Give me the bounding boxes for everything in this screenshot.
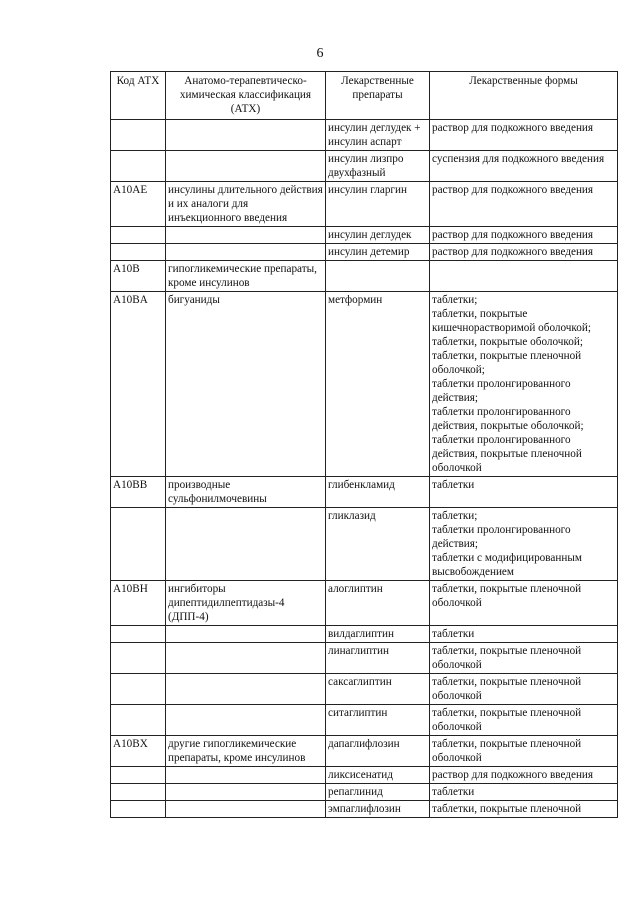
cell-drug: эмпаглифлозин <box>326 801 430 818</box>
cell-classification <box>166 508 326 581</box>
table-row <box>111 736 618 767</box>
dosage-form-line: таблетки <box>432 479 475 491</box>
cell-code: A10BX <box>111 736 166 767</box>
cell-code <box>111 626 166 643</box>
cell-forms <box>430 767 618 784</box>
cell-drug: ситаглиптин <box>326 705 430 736</box>
dosage-form-line: таблетки, покрытые пленочной <box>432 803 582 815</box>
cell-forms <box>430 120 618 151</box>
dosage-form-line: раствор для подкожного введения <box>432 184 594 196</box>
table-row <box>111 477 618 508</box>
cell-forms <box>430 801 618 818</box>
cell-code: A10AE <box>111 182 166 227</box>
cell-code <box>111 801 166 818</box>
cell-code <box>111 643 166 674</box>
cell-classification: производные сульфонилмочевины <box>166 477 326 508</box>
dosage-form-line: таблетки, покрытые кишечнорастворимой оболочкой; <box>432 308 591 334</box>
cell-code <box>111 151 166 182</box>
cell-drug: глибенкламид <box>326 477 430 508</box>
atc-drug-table <box>110 71 618 818</box>
table-row <box>111 643 618 674</box>
cell-drug: дапаглифлозин <box>326 736 430 767</box>
table-row <box>111 801 618 818</box>
dosage-form-line: раствор для подкожного введения <box>432 122 594 134</box>
dosage-form-line: таблетки пролонгированного действия, покрытые оболочкой; <box>432 406 584 432</box>
cell-forms <box>430 581 618 626</box>
table-row <box>111 767 618 784</box>
cell-forms <box>430 784 618 801</box>
cell-classification <box>166 227 326 244</box>
table-row <box>111 674 618 705</box>
table-row <box>111 151 618 182</box>
cell-code <box>111 120 166 151</box>
table-row <box>111 182 618 227</box>
cell-classification: гипогликемические препараты, кроме инсулинов <box>166 261 326 292</box>
cell-forms <box>430 626 618 643</box>
cell-drug: инсулин деглудек + инсулин аспарт <box>326 120 430 151</box>
cell-drug <box>326 261 430 292</box>
cell-forms <box>430 292 618 477</box>
cell-forms <box>430 643 618 674</box>
cell-code <box>111 227 166 244</box>
cell-code <box>111 767 166 784</box>
cell-classification <box>166 626 326 643</box>
dosage-form-line: таблетки; <box>432 510 478 522</box>
cell-forms <box>430 261 618 292</box>
cell-drug: ликсисенатид <box>326 767 430 784</box>
cell-classification <box>166 674 326 705</box>
table-row <box>111 626 618 643</box>
table-row <box>111 244 618 261</box>
cell-classification <box>166 705 326 736</box>
cell-forms <box>430 674 618 705</box>
header-classification: Анатомо-терапевтическо-химическая классификация (АТХ) <box>166 72 326 120</box>
cell-code: A10B <box>111 261 166 292</box>
cell-classification: инсулины длительного действия и их аналоги для инъекционного введения <box>166 182 326 227</box>
cell-forms <box>430 736 618 767</box>
cell-drug: линаглиптин <box>326 643 430 674</box>
dosage-form-line: раствор для подкожного введения <box>432 229 594 241</box>
cell-drug: инсулин гларгин <box>326 182 430 227</box>
cell-code <box>111 674 166 705</box>
cell-classification <box>166 767 326 784</box>
cell-classification <box>166 244 326 261</box>
dosage-form-line: таблетки, покрытые оболочкой; <box>432 336 583 348</box>
cell-forms <box>430 182 618 227</box>
dosage-form-line: таблетки пролонгированного действия; <box>432 524 571 550</box>
header-drugs: Лекарственные препараты <box>326 72 430 120</box>
cell-drug: саксаглиптин <box>326 674 430 705</box>
cell-drug: инсулин детемир <box>326 244 430 261</box>
table-row <box>111 292 618 477</box>
table-row <box>111 261 618 292</box>
dosage-form-line: таблетки, покрытые пленочной оболочкой <box>432 738 582 764</box>
cell-classification: другие гипогликемические препараты, кроме инсулинов <box>166 736 326 767</box>
header-forms: Лекарственные формы <box>430 72 618 120</box>
cell-code <box>111 244 166 261</box>
dosage-form-line: таблетки <box>432 786 475 798</box>
cell-drug: репаглинид <box>326 784 430 801</box>
dosage-form-line: таблетки; <box>432 294 478 306</box>
table-row <box>111 508 618 581</box>
cell-code: A10BB <box>111 477 166 508</box>
table-row <box>111 120 618 151</box>
dosage-form-line: таблетки, покрытые пленочной оболочкой <box>432 645 582 671</box>
cell-forms <box>430 227 618 244</box>
page-number: 6 <box>316 46 324 61</box>
cell-drug: вилдаглиптин <box>326 626 430 643</box>
cell-code: A10BA <box>111 292 166 477</box>
dosage-form-line: суспензия для подкожного введения <box>432 153 605 165</box>
cell-drug: метформин <box>326 292 430 477</box>
dosage-form-line: таблетки пролонгированного действия; <box>432 378 571 404</box>
dosage-form-line: таблетки <box>432 628 475 640</box>
cell-forms <box>430 244 618 261</box>
cell-classification: ингибиторы дипептидилпептидазы-4 (ДПП-4) <box>166 581 326 626</box>
cell-code <box>111 705 166 736</box>
dosage-form-line: раствор для подкожного введения <box>432 769 594 781</box>
cell-classification <box>166 120 326 151</box>
table-row <box>111 227 618 244</box>
cell-classification <box>166 801 326 818</box>
table-row <box>111 784 618 801</box>
cell-drug: гликлазид <box>326 508 430 581</box>
dosage-form-line: таблетки, покрытые пленочной оболочкой <box>432 707 582 733</box>
table-row <box>111 705 618 736</box>
cell-code <box>111 508 166 581</box>
cell-classification <box>166 151 326 182</box>
table-row <box>111 581 618 626</box>
dosage-form-line: таблетки с модифицированным высвобождением <box>432 552 582 578</box>
header-code: Код АТХ <box>111 72 166 120</box>
cell-drug: алоглиптин <box>326 581 430 626</box>
cell-forms <box>430 705 618 736</box>
dosage-form-line: таблетки пролонгированного действия, покрытые пленочной оболочкой <box>432 434 582 474</box>
dosage-form-line: таблетки, покрытые пленочной оболочкой <box>432 676 582 702</box>
table-header-row <box>111 72 618 120</box>
dosage-form-line: таблетки, покрытые пленочной оболочкой <box>432 583 582 609</box>
cell-forms <box>430 508 618 581</box>
cell-drug: инсулин лизпро двухфазный <box>326 151 430 182</box>
cell-code: A10BH <box>111 581 166 626</box>
dosage-form-line: раствор для подкожного введения <box>432 246 594 258</box>
cell-forms <box>430 151 618 182</box>
cell-drug: инсулин деглудек <box>326 227 430 244</box>
cell-code <box>111 784 166 801</box>
cell-forms <box>430 477 618 508</box>
cell-classification: бигуаниды <box>166 292 326 477</box>
cell-classification <box>166 643 326 674</box>
dosage-form-line: таблетки, покрытые пленочной оболочкой; <box>432 350 582 376</box>
cell-classification <box>166 784 326 801</box>
